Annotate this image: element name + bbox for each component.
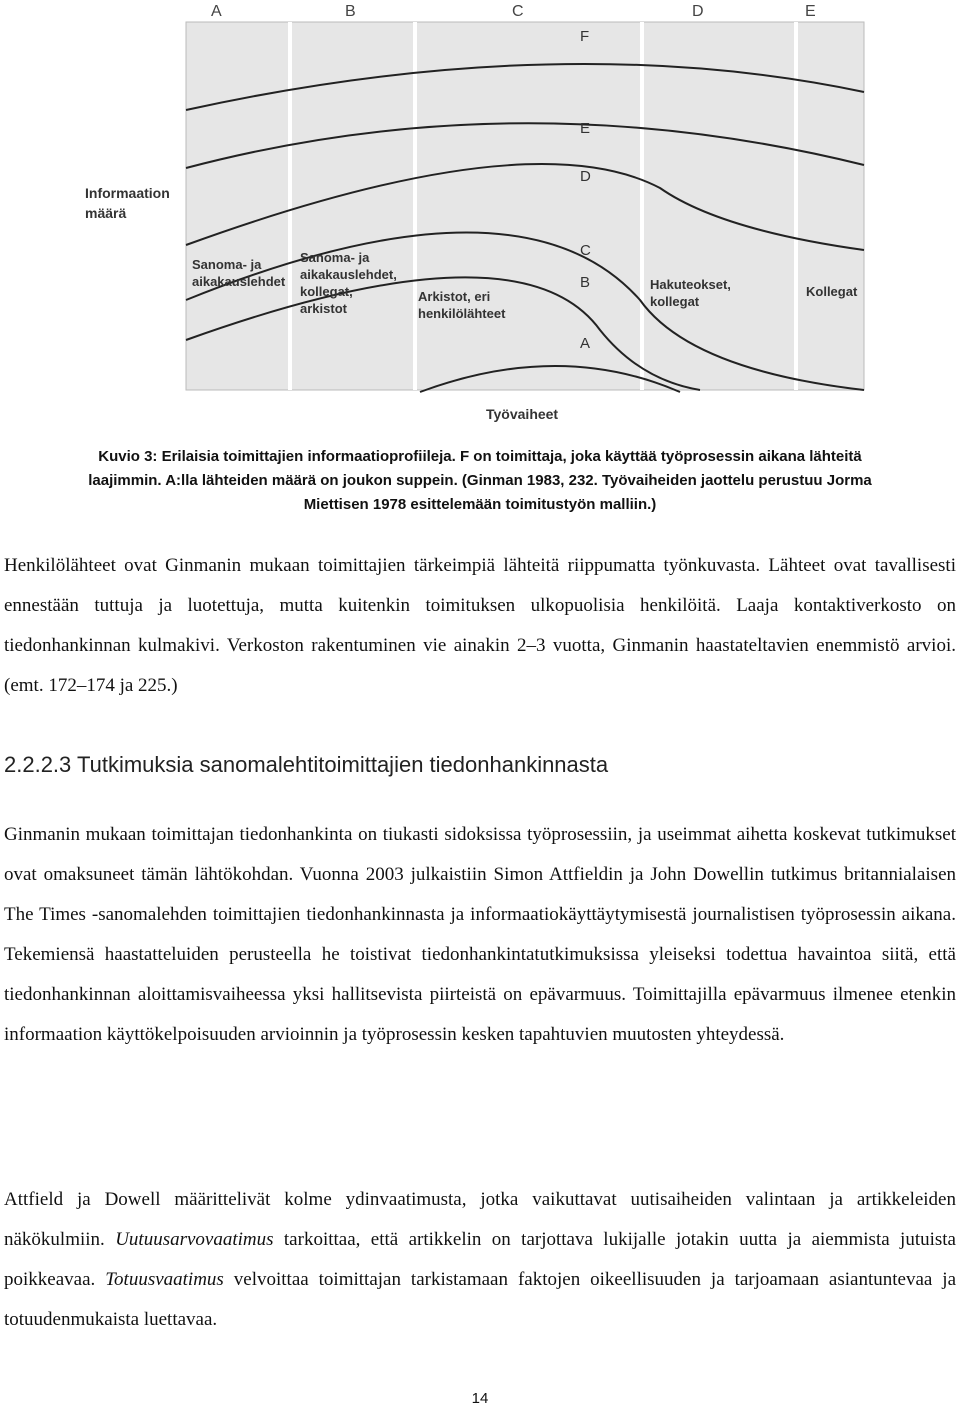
paragraph-3: Attfield ja Dowell määrittelivät kolme ydinvaatimusta, jotka vaikuttavat uutisaiheiden valintaan ja artikkeleiden näkökulmiin. Uutuusarvovaatimus tarkoittaa, että artikkelin on tarjottava lukijalle jotakin uutta ja aiemmista jutuista poikkeavaa. Totuusvaatimus velvoittaa toimittajan tarkistamaan faktojen oikeellisuuden ja tarjoamaan asiantuntevaa ja totuudenmukaista luettavaa.	[4, 1189, 956, 1330]
paragraph-1: Henkilölähteet ovat Ginmanin mukaan toimittajien tärkeimpiä lähteitä riippumatta työnkuvasta. Lähteet ovat tavallisesti ennestään tuttuja ja luotettuja, mutta kuitenkin toimituksen ulkopuolisia henkilöitä. Laaja kontaktiverkosto on tiedonhankinnan kulmakivi. Verkoston rakentuminen vie ainakin 2–3 vuotta, Ginmanin haastateltavien enemmistö arvioi. (emt. 172–174 ja 225.)	[4, 555, 956, 696]
phase-label-d: D	[692, 3, 704, 20]
curve-label-e: E	[580, 120, 591, 137]
phase-c-sources: Arkistot, eri henkilölähteet	[418, 289, 506, 321]
plot-area	[186, 22, 864, 390]
curve-label-d: D	[580, 168, 591, 185]
phase-label-e: E	[805, 3, 816, 20]
curve-label-b: B	[580, 274, 591, 291]
phase-a-sources: Sanoma- ja aikakauslehdet	[192, 257, 286, 289]
term-totuusvaatimus: Totuusvaatimus	[105, 1269, 224, 1290]
page-number: 14	[471, 1390, 489, 1407]
phase-label-b: B	[345, 3, 356, 20]
phase-label-a: A	[211, 3, 222, 20]
phase-d-sources: Hakuteokset, kollegat	[650, 277, 731, 309]
information-profile-figure	[0, 0, 960, 430]
phase-e-sources: Kollegat	[806, 284, 858, 299]
x-axis-label: Työvaiheet	[486, 406, 559, 422]
curve-label-a: A	[580, 335, 591, 352]
section-heading: 2.2.2.3 Tutkimuksia sanomalehtitoimittajien tiedonhankinnasta	[4, 752, 609, 777]
y-axis-label: Informaation määrä	[85, 185, 170, 221]
phase-label-c: C	[512, 3, 524, 20]
figure-caption: Kuvio 3: Erilaisia toimittajien informaatioprofiileja. F on toimittaja, joka käyttää työprosessin aikana lähteitä laajimmin. A:lla lähteiden määrä on joukon suppein. (Ginman 1983, 232. Työvaiheiden jaottelu perustuu Jorma Miettisen 1978 esittelemään toimitustyön malliin.)	[88, 448, 872, 513]
term-uutuusarvovaatimus: Uutuusarvovaatimus	[115, 1229, 274, 1250]
phase-b-sources: Sanoma- ja aikakauslehdet, kollegat, arkistot	[300, 250, 397, 316]
curve-label-c: C	[580, 242, 591, 259]
curve-label-f: F	[580, 28, 590, 45]
paragraph-2: Ginmanin mukaan toimittajan tiedonhankinta on tiukasti sidoksissa työprosessiin, ja useimmat aihetta koskevat tutkimukset ovat omaksuneet tämän lähtökohdan. Vuonna 2003 julkaistiin Simon Attfieldin ja John Dowellin tutkimus britannialaisen The Times -sanomalehden toimittajien tiedonhankinnasta ja informaatiokäyttäytymisestä journalistisen työprosessin aikana. Tekemiensä haastatteluiden perusteella he toistivat tiedonhankintatutkimuksissa yleiseksi todettua havaintoa siitä, että tiedonhankinnan aloittamisvaiheessa yksi hallitsevista piirteistä on epävarmuus. Toimittajilla epävarmuus ilmenee etenkin informaation käyttökelpoisuuden arvioinnin ja työprosessin kesken tapahtuvien muutosten yhteydessä.	[4, 824, 956, 1045]
